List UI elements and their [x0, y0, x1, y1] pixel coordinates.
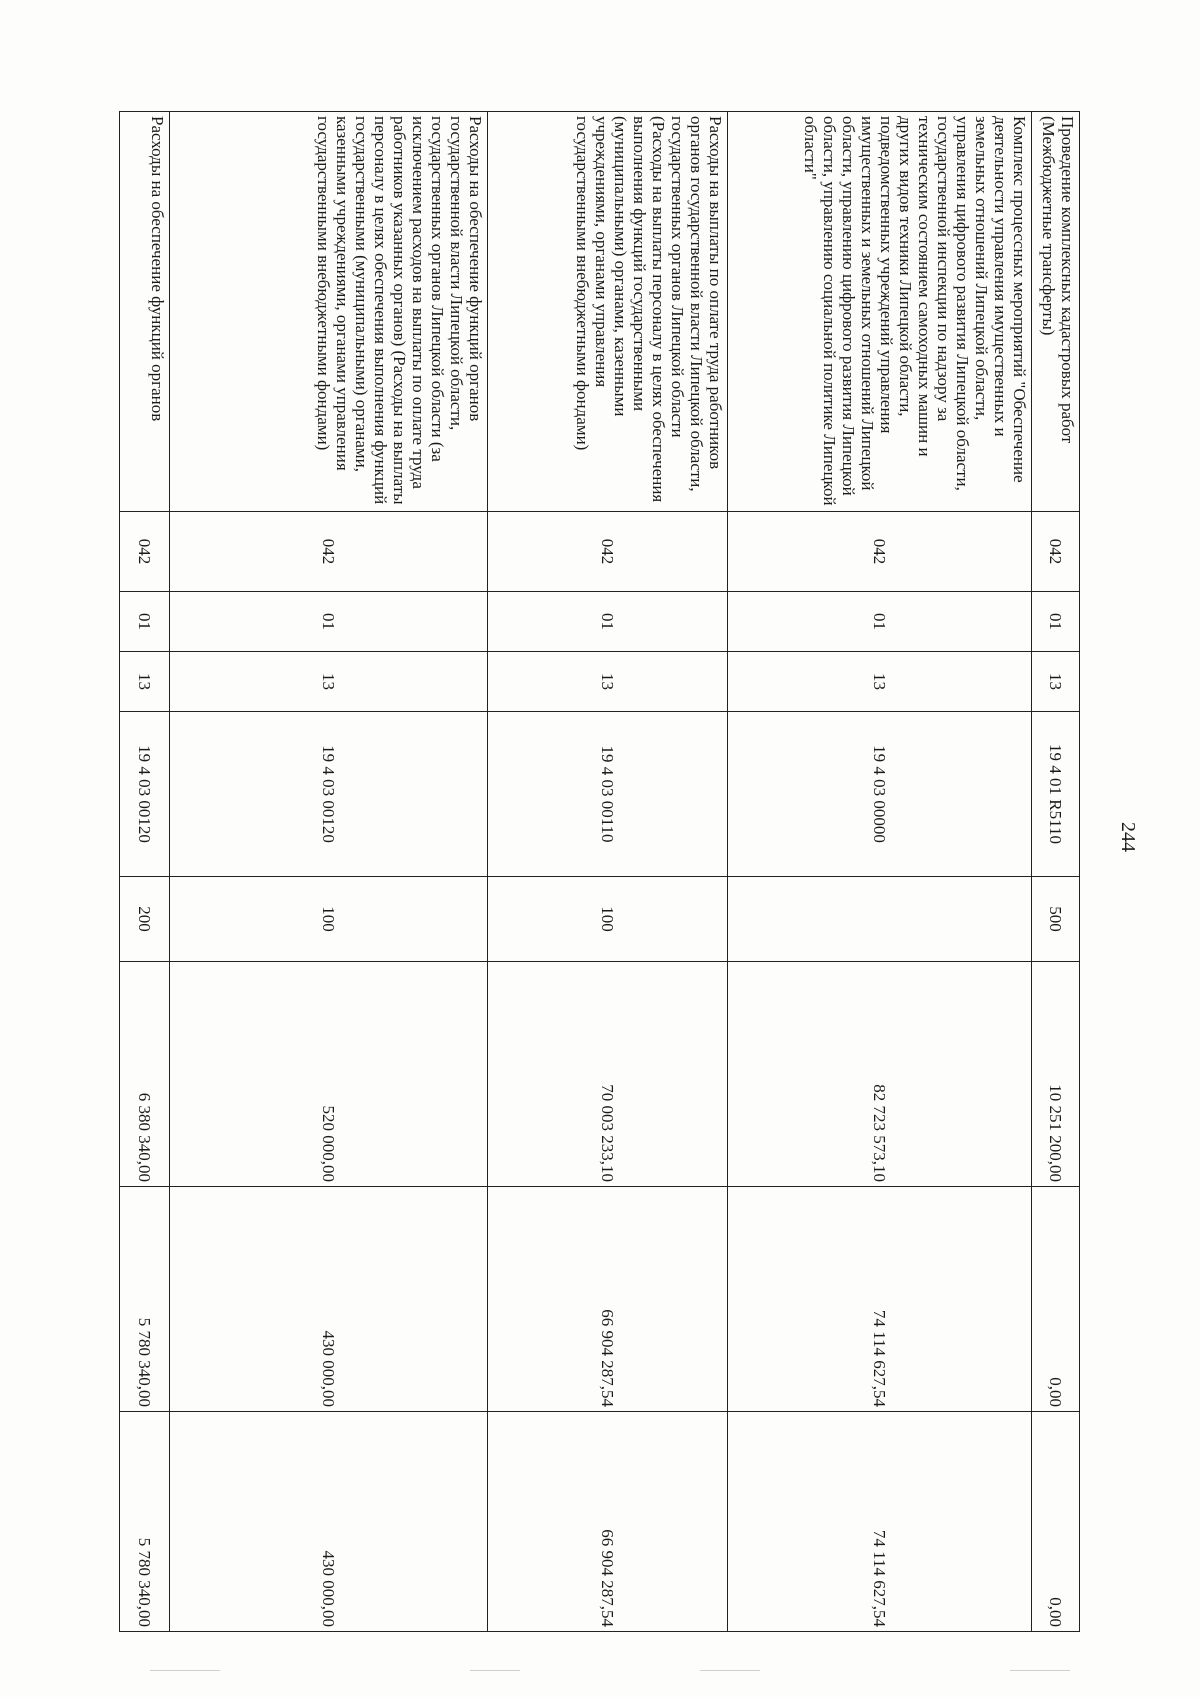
- amount-year-2: 5 780 340,00: [120, 1187, 170, 1412]
- amount-year-3: 5 780 340,00: [120, 1412, 170, 1632]
- amount-year-3: 74 114 627,54: [728, 1412, 1032, 1632]
- row-name: Расходы на обеспечение функций органов: [120, 112, 170, 512]
- ministry-code: 042: [488, 512, 728, 592]
- subsection-code: 13: [488, 652, 728, 712]
- scan-artifact-line: [700, 1670, 760, 1671]
- target-article-code: 19 4 01 R5110: [1032, 712, 1080, 877]
- subsection-code: 13: [1032, 652, 1080, 712]
- subsection-code: 13: [120, 652, 170, 712]
- table-row: [120, 112, 170, 1632]
- expense-type-code: 200: [120, 877, 170, 962]
- ministry-code: 042: [120, 512, 170, 592]
- ministry-code: 042: [170, 512, 488, 592]
- rotated-table-container: [120, 111, 1080, 1631]
- row-name: Проведение комплексных кадастровых работ (Межбюджетные трансферты): [1032, 112, 1080, 512]
- target-article-code: 19 4 03 00000: [728, 712, 1032, 877]
- subsection-code: 13: [170, 652, 488, 712]
- section-code: 01: [728, 592, 1032, 652]
- table-row: [1032, 112, 1080, 1632]
- table-row: [170, 112, 488, 1632]
- section-code: 01: [488, 592, 728, 652]
- scan-artifact-line: [1010, 1670, 1070, 1671]
- expense-type-code: [728, 877, 1032, 962]
- row-name: Комплекс процессных мероприятий "Обеспечение деятельности управления имущественных и земельных отношений Липецкой области, управления цифрового развития Липецкой области, государственной инспекции по надзору за техническим состоянием самоходных машин и других видов техники Липецкой области, подведомственных учреждений управления имущественных и земельных отношений Липецкой области, управлению цифрового развития Липецкой области, управлению социальной политике Липецкой области": [728, 112, 1032, 512]
- table-row: [728, 112, 1032, 1632]
- amount-year-3: 66 904 287,54: [488, 1412, 728, 1632]
- amount-year-2: 430 000,00: [170, 1187, 488, 1412]
- budget-table: [119, 111, 1080, 1632]
- amount-year-3: 430 000,00: [170, 1412, 488, 1632]
- amount-year-1: 6 380 340,00: [120, 962, 170, 1187]
- scan-artifact-line: [150, 1670, 220, 1671]
- amount-year-1: 70 003 233,10: [488, 962, 728, 1187]
- table-row: [488, 112, 728, 1632]
- page-number: 244: [1117, 822, 1139, 852]
- amount-year-1: 82 723 573,10: [728, 962, 1032, 1187]
- amount-year-1: 520 000,00: [170, 962, 488, 1187]
- scan-artifact-line: [470, 1670, 520, 1671]
- amount-year-1: 10 251 200,00: [1032, 962, 1080, 1187]
- section-code: 01: [120, 592, 170, 652]
- section-code: 01: [170, 592, 488, 652]
- target-article-code: 19 4 03 00110: [488, 712, 728, 877]
- row-name: Расходы на обеспечение функций органов государственной власти Липецкой области, государственных органов Липецкой области (за исключением расходов на выплаты по оплате труда работников указанных органов) (Расходы на выплаты персоналу в целях обеспечения выполнения функций государственными (муниципальными) органами, казенными учреждениями, органами управления государственными внебюджетными фондами): [170, 112, 488, 512]
- amount-year-3: 0,00: [1032, 1412, 1080, 1632]
- ministry-code: 042: [728, 512, 1032, 592]
- amount-year-2: 74 114 627,54: [728, 1187, 1032, 1412]
- amount-year-2: 0,00: [1032, 1187, 1080, 1412]
- row-name: Расходы на выплаты по оплате труда работников органов государственной власти Липецкой области, государственных органов Липецкой области (Расходы на выплаты персоналу в целях обеспечения выполнения функций государственными (муниципальными) органами, казенными учреждениями, органами управления государственными внебюджетными фондами): [488, 112, 728, 512]
- section-code: 01: [1032, 592, 1080, 652]
- amount-year-2: 66 904 287,54: [488, 1187, 728, 1412]
- subsection-code: 13: [728, 652, 1032, 712]
- target-article-code: 19 4 03 00120: [120, 712, 170, 877]
- expense-type-code: 500: [1032, 877, 1080, 962]
- expense-type-code: 100: [170, 877, 488, 962]
- expense-type-code: 100: [488, 877, 728, 962]
- target-article-code: 19 4 03 00120: [170, 712, 488, 877]
- ministry-code: 042: [1032, 512, 1080, 592]
